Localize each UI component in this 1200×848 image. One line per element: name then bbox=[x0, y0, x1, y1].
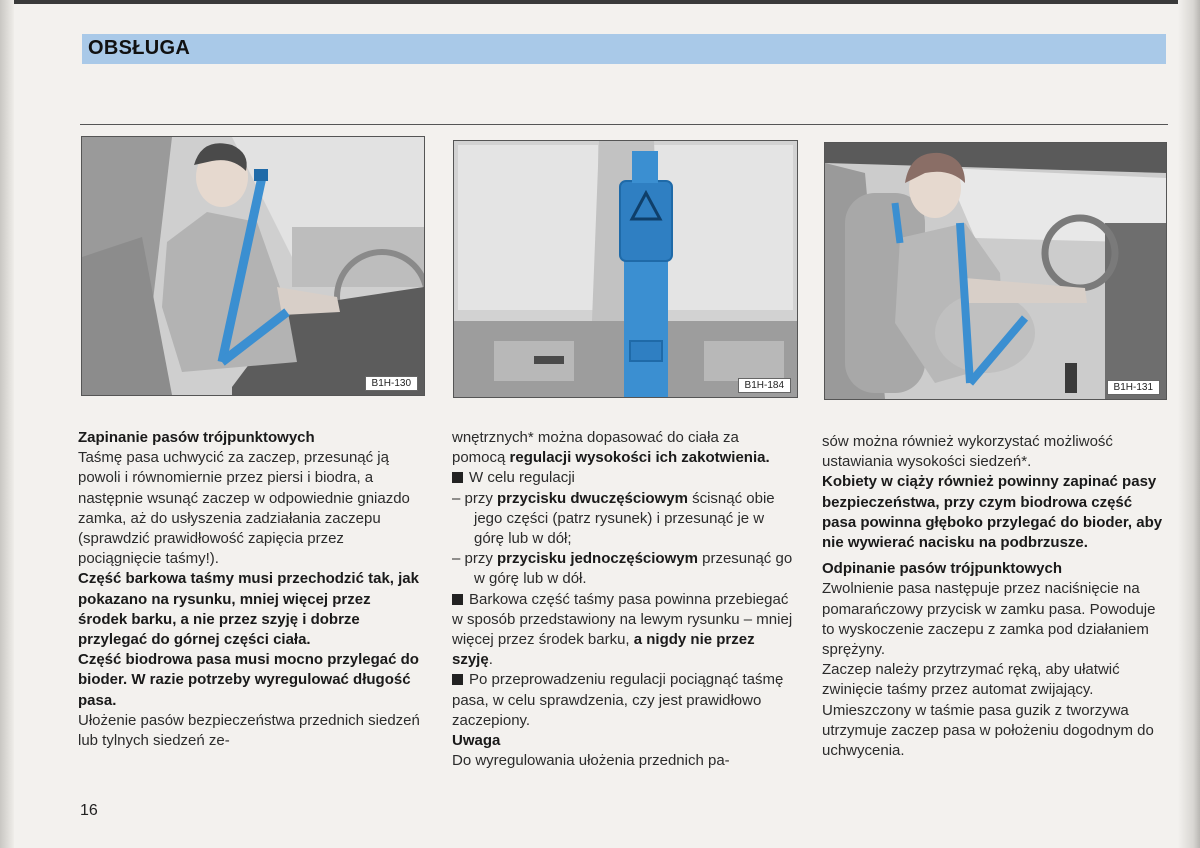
seat-belt-illustration-3 bbox=[825, 143, 1166, 399]
page-edge bbox=[1178, 0, 1200, 848]
note-text: Do wyregulowania ułożenia przednich pa- bbox=[452, 752, 730, 770]
figure-pregnant-driver bbox=[824, 142, 1167, 400]
paragraph-seat-height: sów można również wykorzystać możliwość ustawiania wysokości siedzeń*. bbox=[822, 433, 1113, 471]
note-heading: Uwaga bbox=[452, 732, 501, 750]
text-span: przesunąć go w górę lub w dół. bbox=[474, 550, 793, 588]
binding-shadow bbox=[0, 0, 14, 848]
paragraph-anchorage-adjustment bbox=[452, 428, 794, 468]
figure-label: B1H-184 bbox=[738, 378, 791, 393]
text-column-1 bbox=[78, 428, 423, 751]
text-span-bold: a nigdy nie przez szyję bbox=[452, 631, 755, 669]
heading-fastening-belts: Zapinanie pasów trójpunktowych bbox=[78, 429, 315, 446]
text-column-3 bbox=[822, 432, 1167, 761]
horizontal-rule bbox=[80, 124, 1168, 125]
page-number: 16 bbox=[80, 802, 98, 819]
paragraph-shoulder-part: Część barkowa taśmy musi przechodzić tak, jak pokazano na rysunku, mniej więcej przez środek barku, a nie przez szyję i dobrze przylegać do górnej części ciała. bbox=[78, 570, 419, 649]
text-span: Po przeprowadzeniu regulacji pociągnąć taśmę pasa, w celu sprawdzenia, czy jest prawidłowo zaczepiony. bbox=[452, 671, 784, 729]
paragraph-front-seats: Ułożenie pasów bezpieczeństwa przednich siedzeń lub tylnych siedzeń ze- bbox=[78, 711, 420, 750]
text-span: . bbox=[488, 651, 493, 669]
text-span-bold: przycisku jednoczęściowym bbox=[497, 550, 698, 568]
text-column-2 bbox=[452, 428, 794, 771]
paragraph-adjust-intro bbox=[452, 468, 794, 488]
figure-label: B1H-130 bbox=[365, 376, 418, 391]
text-span: – przy bbox=[452, 550, 498, 568]
seat-belt-illustration-1 bbox=[82, 137, 424, 395]
text-span: – przy bbox=[452, 489, 498, 507]
paragraph-pregnant-women: Kobiety w ciąży również powinny zapinać pasy bezpieczeństwa, przy czym biodrowa część pasa powinna głęboko przylegać do bioder, aby nie wywierać nacisku na podbrzusze. bbox=[822, 473, 1163, 552]
text-span: W celu regulacji bbox=[469, 469, 575, 487]
text-span-bold: regulacji wysokości ich zakotwienia. bbox=[509, 449, 770, 467]
bullet-square-icon bbox=[452, 674, 463, 685]
heading-unfastening-belts: Odpinanie pasów trójpunktowych bbox=[822, 560, 1063, 578]
paragraph-hold-tongue: Zaczep należy przytrzymać ręką, aby ułatwić zwinięcie taśmy przez automat zwijający. Umieszczony w taśmie pasa guzik z tworzywa utrzymuje zaczep pasa w położeniu dogodnym do uchwycenia. bbox=[822, 661, 1154, 760]
paragraph-hip-part: Część biodrowa pasa musi mocno przylegać do bioder. W razie potrzeby wyregulować długość pasa. bbox=[78, 651, 419, 709]
text-span: ścisnąć obie jego części (patrz rysunek) i przesunąć je w górę lub w dół; bbox=[474, 489, 775, 548]
paragraph-fastening-instructions: Taśmę pasa uchwycić za zaczep, przesunąć ją powoli i równomiernie przez piersi i biodra, a następnie wsunąć zaczep w odpowiednie gniazdo zamka, aż do usłyszenia zadziałania zaczepu (sprawdzić prawidłowość zapięcia przez pociągnięcie taśmy!). bbox=[78, 449, 410, 568]
figure-label: B1H-131 bbox=[1107, 380, 1160, 395]
bullet-square-icon bbox=[452, 594, 463, 605]
figure-height-adjuster bbox=[453, 140, 798, 398]
seat-belt-illustration-2 bbox=[454, 141, 797, 397]
list-item bbox=[452, 549, 794, 589]
text-span-bold: przycisku dwuczęściowym bbox=[497, 489, 688, 507]
section-header-bar bbox=[82, 34, 1166, 64]
page-top-edge bbox=[0, 0, 1200, 4]
text-span: Barkowa część taśmy pasa powinna przebiegać w sposób przedstawiony na lewym rysunku – mniej więcej przez środek barku, bbox=[452, 590, 793, 649]
paragraph-check-belt bbox=[452, 670, 794, 731]
section-title: OBSŁUGA bbox=[88, 37, 191, 59]
text-span: wnętrznych* można dopasować do ciała za pomocą bbox=[452, 429, 739, 467]
paragraph-release-button: Zwolnienie pasa następuje przez naciśnięcie na pomarańczowy przycisk w zamku pasa. Powoduje to wyskoczenie zaczepu z zamka pod działaniem sprężyny. bbox=[822, 580, 1156, 659]
list-item bbox=[452, 489, 794, 550]
bullet-square-icon bbox=[452, 472, 463, 483]
paragraph-shoulder-path bbox=[452, 590, 794, 671]
figure-belt-position bbox=[81, 136, 425, 396]
